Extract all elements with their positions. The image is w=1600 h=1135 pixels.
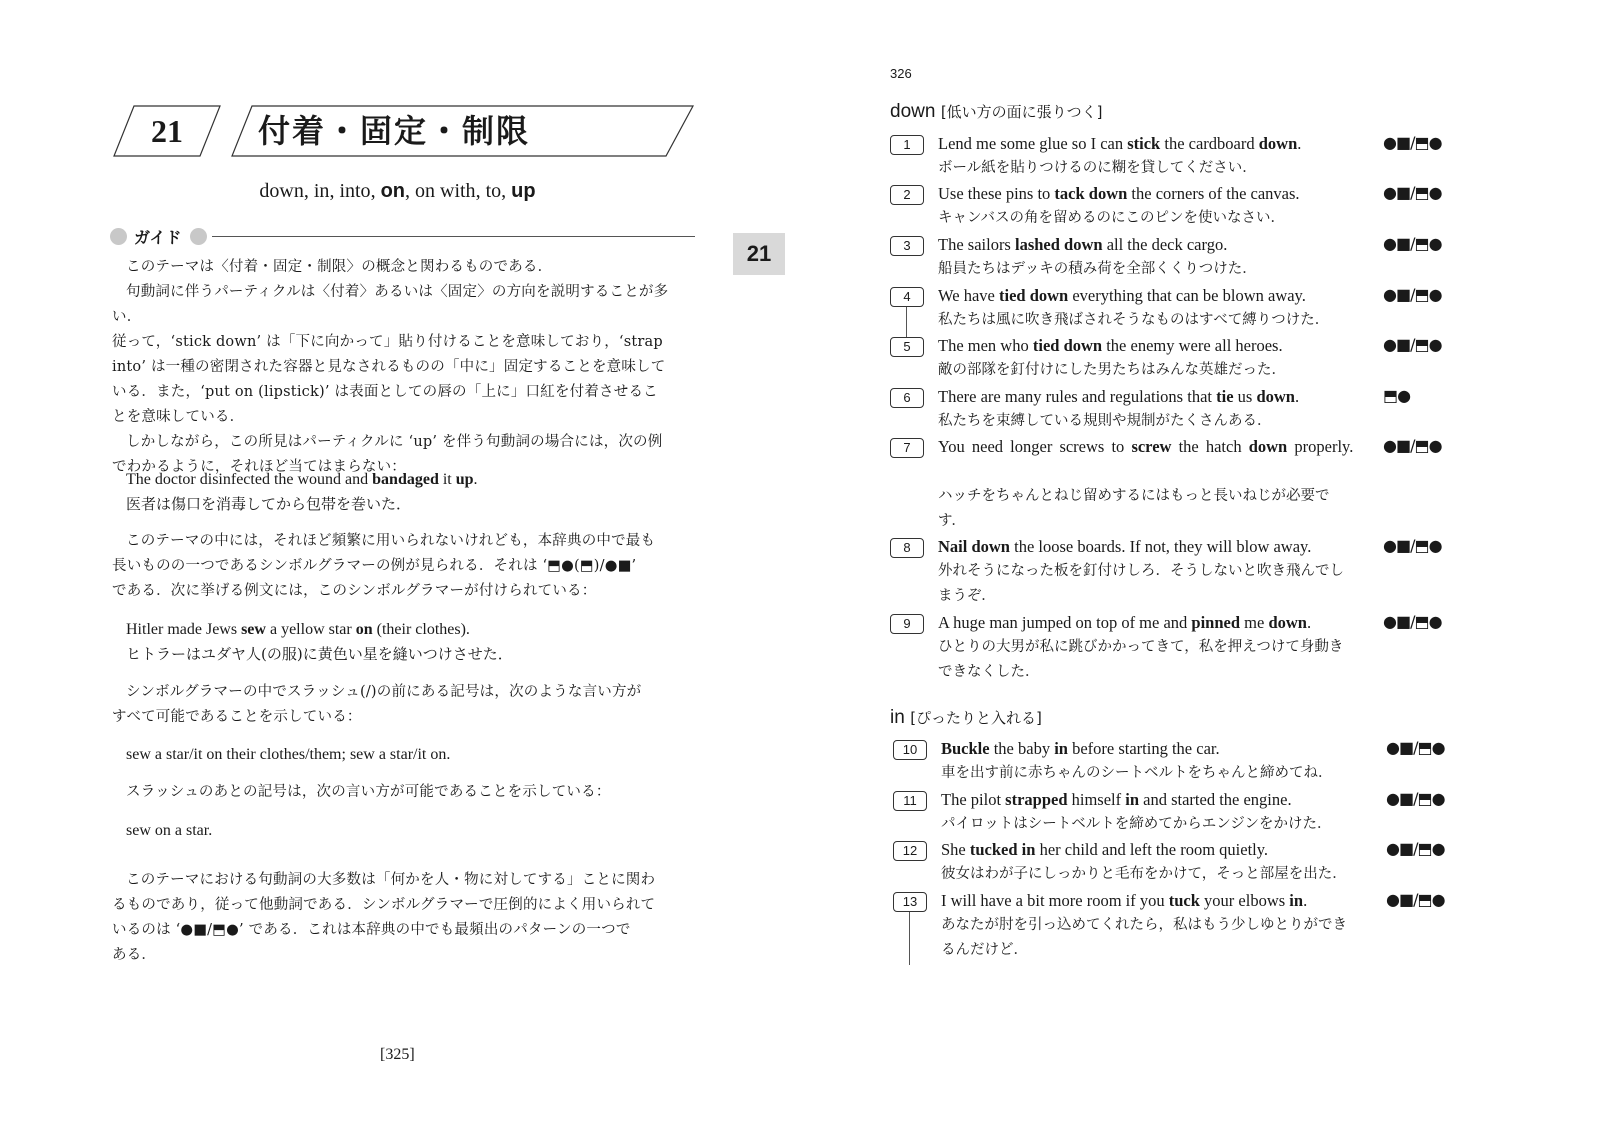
entry-japanese (941, 913, 1373, 963)
text: She (941, 840, 970, 859)
text: the hatch (1171, 437, 1249, 456)
entry-english (941, 787, 1373, 812)
guide-heading (110, 225, 695, 249)
phrasal-verb: Buckle (941, 739, 990, 758)
paragraph-line: るものであり，従って他動詞である．シンボルグラマーで圧倒的によく用いられて (112, 897, 656, 913)
text: . (1307, 613, 1312, 632)
symbol-grammar: ●■/⬒● (1383, 133, 1442, 152)
entry-number: 13 (893, 892, 927, 912)
section-gloss: [ぴったりと入れる] (910, 709, 1042, 727)
paragraph-line: シンボルグラマーの中でスラッシュ(/)の前にある記号は，次のような言い方が (126, 684, 642, 700)
chapter-title-box (230, 105, 695, 157)
entry-connector (909, 905, 910, 965)
guide-paragraphs-5 (112, 868, 687, 968)
text: The doctor disinfected the wound and (126, 471, 373, 488)
paragraph-line: このテーマにおける句動詞の大多数は「何かを人・物に対してする」ことに関わ (126, 872, 656, 888)
entry-number: 2 (890, 185, 924, 205)
text: before starting the car. (1067, 739, 1220, 758)
paragraph-line: とを意味している． (112, 409, 245, 425)
entry-japanese (941, 812, 1373, 837)
separator: , (475, 180, 486, 202)
phrasal-verb: lashed down (1014, 235, 1103, 254)
symbol-grammar: ●■/⬒● (1383, 234, 1442, 253)
entry-number: 1 (890, 135, 924, 155)
entry-number: 12 (893, 841, 927, 861)
separator: , (405, 180, 415, 202)
chapter-title: 付着・固定・制限 (258, 112, 531, 150)
example-english (126, 617, 686, 642)
phrasal-verb: in (1125, 790, 1140, 809)
separator: , (501, 180, 512, 202)
entry-japanese (938, 308, 1370, 333)
phrasal-verb: stick (1127, 134, 1161, 153)
entry-english (941, 736, 1373, 761)
section-heading-down (890, 101, 1103, 123)
text: You need longer screws to (938, 437, 1132, 456)
entry-number: 10 (893, 740, 927, 760)
example-3 (126, 742, 686, 767)
phrasal-verb: strapped (1005, 790, 1068, 809)
paragraph-line: である．次に挙げる例文には，このシンボルグラマーが付けられている： (112, 583, 597, 599)
symbol-grammar: ●■/⬒● (1386, 789, 1445, 808)
entry-number: 8 (890, 538, 924, 558)
separator: , (303, 180, 314, 202)
separator: , (370, 180, 381, 202)
japanese-line: 敵の部隊を釘付けにした男たちはみんな英雄だった． (938, 362, 1286, 378)
paragraph-line: このテーマの中には，それほど頻繁に用いられないけれども，本辞典の中で最も (126, 533, 656, 549)
page-number-left: [325] (380, 1046, 415, 1063)
text: the baby (989, 739, 1055, 758)
guide-label: ガイド (134, 228, 182, 247)
symbol-grammar: ●■/⬒● (1386, 839, 1445, 858)
text: A huge man jumped on top of me and (938, 613, 1192, 632)
phrasal-verb: tuck (1168, 891, 1200, 910)
entry-english (938, 534, 1370, 559)
entry-japanese (938, 409, 1370, 434)
page-number-right: 326 (890, 66, 912, 81)
japanese-line: 私たちを束縛している規則や規制がたくさんある． (938, 413, 1272, 429)
japanese-line: できなくした． (938, 664, 1040, 680)
text: and started the engine. (1139, 790, 1292, 809)
particle-list (110, 180, 685, 203)
guide-paragraphs-1 (112, 255, 687, 480)
japanese-line: 車を出す前に赤ちゃんのシートベルトをちゃんと締めてね． (941, 765, 1333, 781)
entry-english (938, 283, 1370, 308)
section-heading-in (890, 707, 1042, 729)
paragraph-line: 句動詞に伴うパーティクルは〈付着〉あるいは〈固定〉の方向を説明することが多い． (112, 284, 669, 325)
particle-to: to (485, 180, 502, 202)
phrasal-verb: tied down (1032, 336, 1103, 355)
paragraph-line: このテーマは〈付着・固定・制限〉の概念と関わるものである． (126, 259, 553, 275)
paragraph-line: でわかるように，それほど当てはまらない： (112, 459, 406, 475)
guide-bullet-icon (110, 228, 127, 245)
japanese-line: ハッチをちゃんとねじ留めするにはもっと長いねじが必要で (938, 488, 1330, 504)
text: Hitler made Jews (126, 621, 242, 638)
text: her child and left the room quietly. (1035, 840, 1269, 859)
entry-english (938, 434, 1370, 459)
paragraph-line: 従って，‘stick down’ は「下に向かって」貼り付けることを意味しており，‘strap (112, 334, 663, 350)
phrasal-verb: in (1289, 891, 1304, 910)
entry-english (938, 131, 1370, 156)
text: Use these pins to (938, 184, 1055, 203)
particle-up: up (511, 180, 536, 202)
text: us (1233, 387, 1257, 406)
paragraph-line: 長いものの一つであるシンボルグラマーの例が見られる．それは ‘⬒●(⬒)/●■’ (112, 558, 637, 574)
guide-rule (212, 236, 695, 237)
phrasal-verb: tie (1216, 387, 1234, 406)
example-japanese: ヒトラーはユダヤ人(の服)に黄色い星を縫いつけさせた． (126, 645, 513, 663)
entry-english (941, 888, 1373, 913)
text: I will have a bit more room if you (941, 891, 1169, 910)
text: . (473, 471, 478, 488)
particle-in: in (313, 180, 330, 202)
symbol-grammar: ●■/⬒● (1383, 285, 1442, 304)
text: all the deck cargo. (1102, 235, 1228, 254)
separator: , (329, 180, 340, 202)
symbol-grammar: ⬒● (1383, 386, 1411, 405)
entry-japanese (938, 257, 1370, 282)
japanese-line: まうぞ． (938, 588, 996, 604)
phrasal-verb: down (1248, 437, 1288, 456)
japanese-line: キャンバスの角を留めるのにこのピンを使いなさい． (938, 210, 1285, 226)
text: Lend me some glue so I can (938, 134, 1128, 153)
japanese-line: 私たちは風に吹き飛ばされそうなものはすべて縛りつけた． (938, 312, 1330, 328)
phrasal-verb: Nail down (938, 537, 1010, 556)
text: me (1240, 613, 1269, 632)
entry-number: 6 (890, 388, 924, 408)
particle-on: on (380, 180, 405, 202)
japanese-line: あなたが肘を引っ込めてくれたら，私はもう少しゆとりができ (941, 917, 1347, 933)
text: everything that can be blown away. (1068, 286, 1306, 305)
paragraph-line: into’ は一種の密閉された容器と見なされるものの「中に」固定することを意味して (112, 359, 666, 375)
phrasal-verb: pinned (1191, 613, 1241, 632)
entry-number: 11 (893, 791, 927, 811)
phrasal-verb: screw (1131, 437, 1172, 456)
japanese-line: 外れそうになった板を釘付けしろ．そうしないと吹き飛んでし (938, 563, 1344, 579)
phrasal-verb: sew (241, 621, 266, 638)
entry-number: 4 (890, 287, 924, 307)
phrasal-verb: down (1268, 613, 1307, 632)
text: the enemy were all heroes. (1102, 336, 1283, 355)
japanese-line: パイロットはシートベルトを締めてからエンジンをかけた． (941, 816, 1332, 832)
text: it (438, 471, 456, 488)
text: himself (1067, 790, 1126, 809)
japanese-line: るんだけど． (941, 942, 1028, 958)
entry-japanese (938, 559, 1370, 609)
section-word: in (890, 707, 905, 728)
chapter-tab: 21 (733, 233, 785, 275)
text: the corners of the canvas. (1127, 184, 1300, 203)
symbol-grammar: ●■/⬒● (1386, 738, 1445, 757)
text: (their clothes). (372, 621, 470, 638)
entry-english (938, 333, 1370, 358)
paragraph-line: スラッシュのあとの記号は，次の言い方が可能であることを示している： (126, 784, 611, 800)
particle: up (455, 471, 474, 488)
text: properly. (1287, 437, 1354, 456)
japanese-line: ひとりの大男が私に跳びかかってきて，私を押えつけて身動き (938, 639, 1344, 655)
entry-number: 3 (890, 236, 924, 256)
entry-japanese (938, 206, 1370, 231)
symbol-grammar: ●■/⬒● (1383, 183, 1442, 202)
entry-japanese (938, 358, 1370, 383)
particle-on-with: on with (415, 180, 476, 202)
symbol-grammar: ●■/⬒● (1383, 536, 1442, 555)
text: The sailors (938, 235, 1015, 254)
phrasal-verb: down (1256, 387, 1295, 406)
entry-english (938, 232, 1370, 257)
particle-into: into (339, 180, 371, 202)
example-4 (126, 818, 686, 843)
particle-down: down (259, 180, 304, 202)
text: . (1294, 387, 1300, 406)
symbol-grammar: ●■/⬒● (1386, 890, 1445, 909)
entry-japanese (938, 635, 1370, 685)
text: . (1297, 134, 1302, 153)
japanese-line: 彼女はわが子にしっかりと毛布をかけて，そっと部屋を出た． (941, 866, 1347, 882)
example-english: sew on a star. (126, 822, 213, 839)
text: the cardboard (1160, 134, 1259, 153)
text: the loose boards. If not, they will blow away. (1009, 537, 1312, 556)
entry-english (938, 384, 1370, 409)
phrasal-verb: bandaged (372, 471, 439, 488)
section-gloss: [低い方の面に張りつく] (940, 103, 1103, 121)
guide-paragraphs-2 (112, 529, 687, 604)
phrasal-verb: down (1258, 134, 1298, 153)
symbol-grammar: ●■/⬒● (1383, 335, 1442, 354)
entry-japanese (941, 862, 1373, 887)
phrasal-verb: tack down (1054, 184, 1128, 203)
entry-number: 7 (890, 438, 924, 458)
guide-paragraphs-3 (112, 680, 687, 730)
example-japanese: 医者は傷口を消毒してから包帯を巻いた． (126, 495, 412, 513)
example-english (126, 467, 686, 492)
entry-number: 9 (890, 614, 924, 634)
entry-english (941, 837, 1373, 862)
paragraph-line: ある． (112, 947, 157, 963)
example-1 (126, 467, 686, 517)
paragraph-line: いる．また，‘put on (lipstick)’ は表面としての唇の「上に」口紅を付着させるこ (112, 384, 658, 400)
phrasal-verb: in (1054, 739, 1068, 758)
example-english: sew a star/it on their clothes/them; sew a star/it on. (126, 746, 451, 763)
entry-english (938, 181, 1370, 206)
text: The pilot (941, 790, 1006, 809)
paragraph-line: いるのは ‘●■/⬒●’ である．これは本辞典の中でも最頻出のパターンの一つで (112, 922, 631, 938)
guide-paragraphs-4 (112, 780, 687, 805)
chapter-number: 21 (151, 113, 183, 149)
text: There are many rules and regulations that (938, 387, 1217, 406)
symbol-grammar: ●■/⬒● (1383, 436, 1442, 455)
entry-japanese (938, 156, 1370, 181)
entry-japanese (941, 761, 1373, 786)
example-2 (126, 617, 686, 667)
phrasal-verb: tied down (998, 286, 1069, 305)
particle: on (355, 621, 373, 638)
paragraph-line: すべて可能であることを示している： (112, 709, 362, 725)
text: your elbows (1199, 891, 1290, 910)
symbol-grammar: ●■/⬒● (1383, 612, 1442, 631)
japanese-line: す． (938, 513, 966, 529)
section-word: down (890, 101, 936, 122)
text: a yellow star (265, 621, 356, 638)
paragraph-line: しかしながら，この所見はパーティクルに ‘up’ を伴う句動詞の場合には，次の例 (126, 434, 663, 450)
entry-number: 5 (890, 337, 924, 357)
entry-english (938, 610, 1370, 635)
entry-japanese (938, 484, 1370, 534)
chapter-number-box (112, 105, 222, 157)
text: We have (938, 286, 999, 305)
japanese-line: ボール紙を貼りつけるのに糊を貸してください． (938, 160, 1257, 176)
japanese-line: 船員たちはデッキの積み荷を全部くくりつけた． (938, 261, 1257, 277)
guide-bullet-icon (190, 228, 207, 245)
text: . (1303, 891, 1308, 910)
text: The men who (938, 336, 1033, 355)
phrasal-verb: tucked in (969, 840, 1036, 859)
